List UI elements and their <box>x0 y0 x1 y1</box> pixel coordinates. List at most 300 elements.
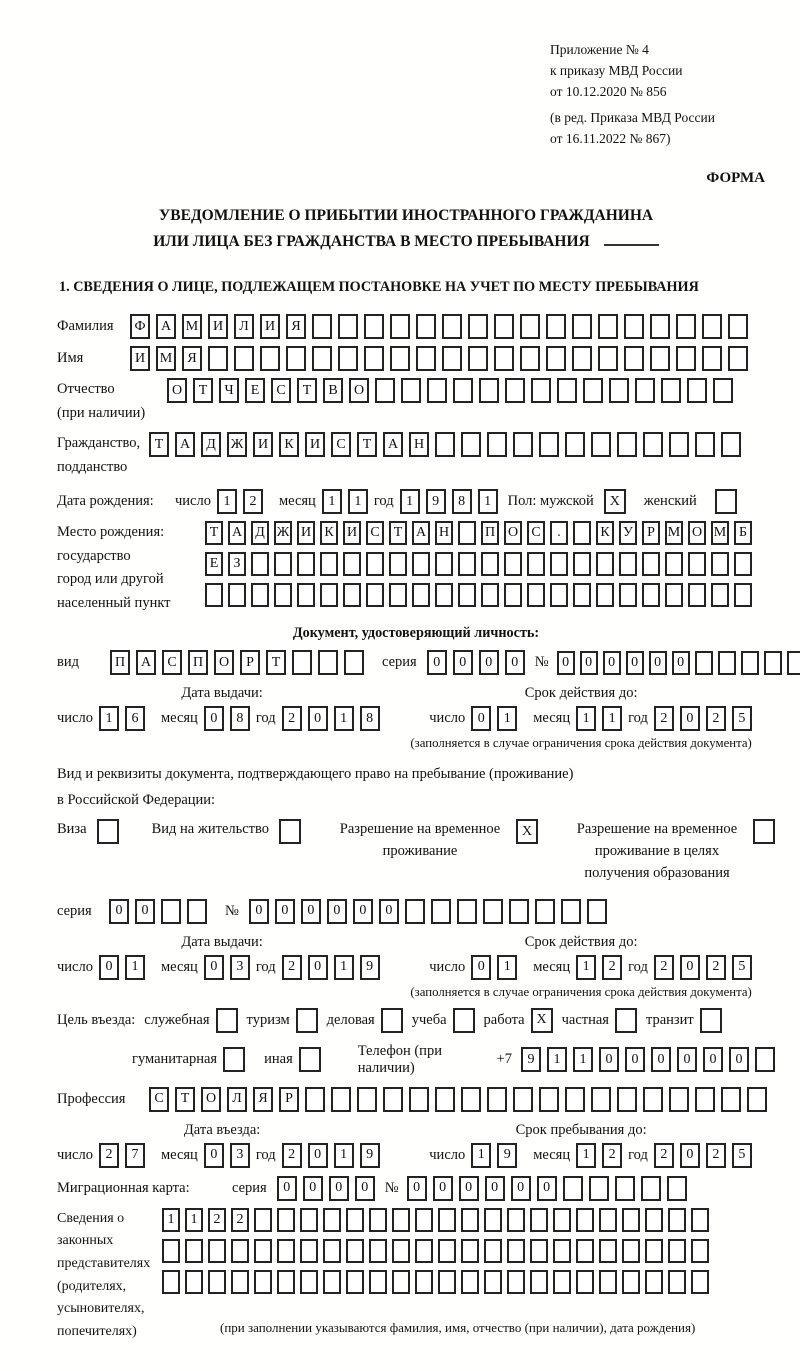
char-box[interactable]: 0 <box>471 706 491 731</box>
char-box[interactable] <box>277 1208 295 1232</box>
char-box[interactable]: 8 <box>230 706 250 731</box>
char-box[interactable]: 1 <box>576 955 596 980</box>
char-box[interactable] <box>645 1239 663 1263</box>
char-box[interactable] <box>208 1239 226 1263</box>
char-box[interactable]: 2 <box>654 955 674 980</box>
char-box[interactable]: 5 <box>732 706 752 731</box>
char-box[interactable]: 0 <box>626 651 644 675</box>
char-box[interactable] <box>416 314 436 339</box>
char-box[interactable] <box>539 1087 559 1112</box>
char-box[interactable]: С <box>271 378 291 403</box>
char-box[interactable]: И <box>343 521 361 545</box>
char-box[interactable]: 1 <box>471 1143 491 1168</box>
char-box[interactable] <box>369 1208 387 1232</box>
char-box[interactable] <box>599 1270 617 1294</box>
char-box[interactable] <box>507 1208 525 1232</box>
char-box[interactable]: И <box>297 521 315 545</box>
char-box[interactable]: 0 <box>677 1047 697 1072</box>
char-box[interactable] <box>412 552 430 576</box>
char-box[interactable] <box>619 583 637 607</box>
char-box[interactable] <box>161 899 181 924</box>
char-box[interactable]: 2 <box>282 706 302 731</box>
char-box[interactable] <box>589 1176 609 1201</box>
char-box[interactable] <box>530 1208 548 1232</box>
char-box[interactable] <box>764 651 782 675</box>
char-box[interactable]: С <box>331 432 351 457</box>
char-box[interactable] <box>366 583 384 607</box>
char-box[interactable] <box>458 583 476 607</box>
char-box[interactable] <box>346 1270 364 1294</box>
char-box[interactable]: 8 <box>452 489 472 514</box>
char-box[interactable] <box>458 552 476 576</box>
char-box[interactable]: . <box>550 521 568 545</box>
char-box[interactable]: П <box>481 521 499 545</box>
char-box[interactable] <box>484 1239 502 1263</box>
char-box[interactable] <box>573 521 591 545</box>
char-box[interactable]: С <box>527 521 545 545</box>
char-box[interactable] <box>576 1270 594 1294</box>
char-box[interactable]: Ж <box>274 521 292 545</box>
char-box[interactable] <box>323 1270 341 1294</box>
char-box[interactable]: Т <box>193 378 213 403</box>
char-box[interactable]: Я <box>253 1087 273 1112</box>
char-box[interactable] <box>484 1270 502 1294</box>
char-box[interactable] <box>531 378 551 403</box>
char-box[interactable]: К <box>279 432 299 457</box>
char-box[interactable] <box>260 346 280 371</box>
char-box[interactable] <box>369 1239 387 1263</box>
char-box[interactable]: С <box>366 521 384 545</box>
char-box[interactable]: 1 <box>162 1208 180 1232</box>
char-box[interactable]: О <box>504 521 522 545</box>
char-box[interactable]: 5 <box>732 1143 752 1168</box>
char-box[interactable] <box>688 583 706 607</box>
char-box[interactable] <box>312 346 332 371</box>
char-box[interactable]: 1 <box>547 1047 567 1072</box>
char-box[interactable] <box>645 1270 663 1294</box>
char-box[interactable]: С <box>162 650 182 675</box>
char-box[interactable]: И <box>305 432 325 457</box>
char-box[interactable] <box>364 314 384 339</box>
char-box[interactable] <box>615 1176 635 1201</box>
char-box[interactable] <box>734 552 752 576</box>
char-box[interactable]: Р <box>279 1087 299 1112</box>
char-box[interactable] <box>546 346 566 371</box>
char-box[interactable] <box>185 1270 203 1294</box>
char-box[interactable] <box>383 1087 403 1112</box>
char-box[interactable] <box>741 651 759 675</box>
char-box[interactable] <box>415 1239 433 1263</box>
char-box[interactable] <box>375 378 395 403</box>
char-box[interactable]: 3 <box>230 1143 250 1168</box>
char-box[interactable] <box>553 1208 571 1232</box>
char-box[interactable]: Т <box>205 521 223 545</box>
char-box[interactable] <box>438 1208 456 1232</box>
char-box[interactable]: 0 <box>303 1176 323 1201</box>
char-box[interactable]: 0 <box>329 1176 349 1201</box>
char-box[interactable]: 0 <box>327 899 347 924</box>
char-box[interactable]: 0 <box>427 650 447 675</box>
char-box[interactable]: Т <box>389 521 407 545</box>
char-box[interactable]: Ф <box>130 314 150 339</box>
char-box[interactable] <box>665 552 683 576</box>
char-box[interactable] <box>641 1176 661 1201</box>
char-box[interactable] <box>392 1208 410 1232</box>
char-box[interactable]: 1 <box>576 1143 596 1168</box>
char-box[interactable]: 0 <box>453 650 473 675</box>
char-box[interactable] <box>468 314 488 339</box>
char-box[interactable]: М <box>156 346 176 371</box>
char-box[interactable] <box>458 521 476 545</box>
char-box[interactable] <box>357 1087 377 1112</box>
char-box[interactable] <box>405 899 425 924</box>
char-box[interactable] <box>286 346 306 371</box>
char-box[interactable]: О <box>214 650 234 675</box>
char-box[interactable]: Т <box>266 650 286 675</box>
char-box[interactable] <box>461 1087 481 1112</box>
purpose-tourism-checkbox[interactable] <box>296 1008 318 1033</box>
char-box[interactable] <box>643 1087 663 1112</box>
char-box[interactable]: Т <box>149 432 169 457</box>
char-box[interactable]: 0 <box>204 1143 224 1168</box>
char-box[interactable] <box>573 552 591 576</box>
char-box[interactable]: 5 <box>732 955 752 980</box>
char-box[interactable]: 0 <box>249 899 269 924</box>
char-box[interactable]: 0 <box>308 955 328 980</box>
char-box[interactable] <box>494 346 514 371</box>
char-box[interactable]: Е <box>245 378 265 403</box>
char-box[interactable]: 0 <box>308 1143 328 1168</box>
char-box[interactable]: Л <box>227 1087 247 1112</box>
char-box[interactable] <box>338 346 358 371</box>
char-box[interactable] <box>565 1087 585 1112</box>
char-box[interactable] <box>728 346 748 371</box>
char-box[interactable] <box>346 1208 364 1232</box>
char-box[interactable] <box>599 1208 617 1232</box>
char-box[interactable]: 0 <box>471 955 491 980</box>
char-box[interactable] <box>205 583 223 607</box>
char-box[interactable] <box>505 378 525 403</box>
char-box[interactable] <box>274 552 292 576</box>
char-box[interactable] <box>747 1087 767 1112</box>
char-box[interactable]: 0 <box>459 1176 479 1201</box>
char-box[interactable] <box>622 1270 640 1294</box>
char-box[interactable] <box>254 1270 272 1294</box>
char-box[interactable] <box>661 378 681 403</box>
char-box[interactable] <box>481 552 499 576</box>
char-box[interactable]: М <box>665 521 683 545</box>
char-box[interactable] <box>650 346 670 371</box>
char-box[interactable]: 2 <box>654 1143 674 1168</box>
char-box[interactable]: О <box>688 521 706 545</box>
char-box[interactable] <box>718 651 736 675</box>
char-box[interactable]: У <box>619 521 637 545</box>
char-box[interactable] <box>787 651 800 675</box>
char-box[interactable] <box>320 552 338 576</box>
char-box[interactable] <box>553 1270 571 1294</box>
char-box[interactable]: 2 <box>282 955 302 980</box>
char-box[interactable]: 0 <box>672 651 690 675</box>
char-box[interactable] <box>297 552 315 576</box>
char-box[interactable]: Т <box>175 1087 195 1112</box>
char-box[interactable]: 2 <box>706 1143 726 1168</box>
char-box[interactable] <box>695 1087 715 1112</box>
char-box[interactable] <box>587 899 607 924</box>
char-box[interactable]: 0 <box>625 1047 645 1072</box>
char-box[interactable] <box>642 552 660 576</box>
char-box[interactable] <box>642 583 660 607</box>
char-box[interactable]: 0 <box>557 651 575 675</box>
char-box[interactable]: 0 <box>729 1047 749 1072</box>
char-box[interactable] <box>691 1270 709 1294</box>
char-box[interactable] <box>520 314 540 339</box>
char-box[interactable] <box>416 346 436 371</box>
char-box[interactable]: Я <box>182 346 202 371</box>
char-box[interactable] <box>691 1239 709 1263</box>
char-box[interactable]: В <box>323 378 343 403</box>
char-box[interactable]: М <box>182 314 202 339</box>
char-box[interactable] <box>557 378 577 403</box>
char-box[interactable] <box>676 314 696 339</box>
purpose-other-checkbox[interactable] <box>299 1047 321 1072</box>
char-box[interactable] <box>667 1176 687 1201</box>
char-box[interactable]: 0 <box>275 899 295 924</box>
char-box[interactable]: 2 <box>282 1143 302 1168</box>
purpose-business-checkbox[interactable] <box>381 1008 403 1033</box>
char-box[interactable] <box>546 314 566 339</box>
char-box[interactable]: 1 <box>334 1143 354 1168</box>
char-box[interactable]: 0 <box>680 955 700 980</box>
char-box[interactable] <box>251 552 269 576</box>
char-box[interactable] <box>162 1239 180 1263</box>
char-box[interactable]: 9 <box>497 1143 517 1168</box>
char-box[interactable] <box>369 1270 387 1294</box>
char-box[interactable] <box>479 378 499 403</box>
char-box[interactable] <box>711 552 729 576</box>
char-box[interactable] <box>624 314 644 339</box>
char-box[interactable] <box>530 1270 548 1294</box>
char-box[interactable] <box>591 1087 611 1112</box>
char-box[interactable] <box>468 346 488 371</box>
char-box[interactable] <box>254 1239 272 1263</box>
char-box[interactable]: 0 <box>703 1047 723 1072</box>
char-box[interactable]: 1 <box>322 489 342 514</box>
char-box[interactable]: 1 <box>576 706 596 731</box>
char-box[interactable] <box>550 583 568 607</box>
char-box[interactable]: 1 <box>400 489 420 514</box>
char-box[interactable] <box>668 1208 686 1232</box>
char-box[interactable] <box>438 1270 456 1294</box>
char-box[interactable]: 0 <box>99 955 119 980</box>
char-box[interactable] <box>645 1208 663 1232</box>
char-box[interactable] <box>187 899 207 924</box>
purpose-humanitarian-checkbox[interactable] <box>223 1047 245 1072</box>
char-box[interactable] <box>323 1208 341 1232</box>
char-box[interactable] <box>389 583 407 607</box>
char-box[interactable]: 0 <box>204 955 224 980</box>
char-box[interactable] <box>622 1208 640 1232</box>
char-box[interactable] <box>576 1208 594 1232</box>
char-box[interactable]: Н <box>409 432 429 457</box>
char-box[interactable]: 2 <box>706 706 726 731</box>
char-box[interactable] <box>453 378 473 403</box>
char-box[interactable]: Т <box>297 378 317 403</box>
char-box[interactable]: З <box>228 552 246 576</box>
char-box[interactable] <box>457 899 477 924</box>
char-box[interactable] <box>435 432 455 457</box>
char-box[interactable] <box>622 1239 640 1263</box>
char-box[interactable] <box>573 583 591 607</box>
char-box[interactable]: 1 <box>185 1208 203 1232</box>
char-box[interactable]: 0 <box>649 651 667 675</box>
char-box[interactable] <box>487 432 507 457</box>
char-box[interactable] <box>409 1087 429 1112</box>
char-box[interactable]: 2 <box>99 1143 119 1168</box>
char-box[interactable]: Ж <box>227 432 247 457</box>
char-box[interactable] <box>695 432 715 457</box>
char-box[interactable]: Р <box>240 650 260 675</box>
char-box[interactable] <box>687 378 707 403</box>
char-box[interactable]: 1 <box>125 955 145 980</box>
char-box[interactable]: 1 <box>497 955 517 980</box>
temp-residence-checkbox[interactable]: X <box>516 819 538 844</box>
char-box[interactable] <box>366 552 384 576</box>
char-box[interactable] <box>721 432 741 457</box>
purpose-transit-checkbox[interactable] <box>700 1008 722 1033</box>
char-box[interactable]: 7 <box>125 1143 145 1168</box>
char-box[interactable]: 0 <box>680 706 700 731</box>
char-box[interactable]: 2 <box>706 955 726 980</box>
char-box[interactable] <box>598 314 618 339</box>
char-box[interactable] <box>305 1087 325 1112</box>
char-box[interactable] <box>390 346 410 371</box>
char-box[interactable] <box>461 1270 479 1294</box>
char-box[interactable] <box>343 552 361 576</box>
char-box[interactable] <box>550 552 568 576</box>
char-box[interactable]: Т <box>357 432 377 457</box>
char-box[interactable] <box>251 583 269 607</box>
char-box[interactable] <box>318 650 338 675</box>
char-box[interactable]: 1 <box>334 955 354 980</box>
char-box[interactable] <box>591 432 611 457</box>
char-box[interactable]: 0 <box>355 1176 375 1201</box>
purpose-private-checkbox[interactable] <box>615 1008 637 1033</box>
char-box[interactable] <box>297 583 315 607</box>
char-box[interactable]: 8 <box>360 706 380 731</box>
char-box[interactable]: 3 <box>230 955 250 980</box>
char-box[interactable] <box>596 583 614 607</box>
char-box[interactable] <box>292 650 312 675</box>
char-box[interactable] <box>563 1176 583 1201</box>
char-box[interactable] <box>323 1239 341 1263</box>
char-box[interactable] <box>487 1087 507 1112</box>
char-box[interactable]: 2 <box>243 489 263 514</box>
char-box[interactable]: С <box>149 1087 169 1112</box>
char-box[interactable]: 0 <box>599 1047 619 1072</box>
char-box[interactable] <box>665 583 683 607</box>
char-box[interactable]: 1 <box>602 706 622 731</box>
char-box[interactable] <box>300 1239 318 1263</box>
char-box[interactable] <box>254 1208 272 1232</box>
char-box[interactable] <box>617 1087 637 1112</box>
visa-checkbox[interactable] <box>97 819 119 844</box>
char-box[interactable] <box>617 432 637 457</box>
char-box[interactable] <box>162 1270 180 1294</box>
char-box[interactable]: 0 <box>511 1176 531 1201</box>
char-box[interactable]: П <box>110 650 130 675</box>
char-box[interactable]: 0 <box>301 899 321 924</box>
char-box[interactable]: И <box>253 432 273 457</box>
char-box[interactable] <box>431 899 451 924</box>
char-box[interactable] <box>598 346 618 371</box>
char-box[interactable] <box>530 1239 548 1263</box>
char-box[interactable]: 0 <box>651 1047 671 1072</box>
purpose-work-checkbox[interactable]: X <box>531 1008 553 1033</box>
char-box[interactable] <box>344 650 364 675</box>
char-box[interactable]: О <box>349 378 369 403</box>
char-box[interactable]: А <box>136 650 156 675</box>
char-box[interactable] <box>668 1270 686 1294</box>
char-box[interactable]: М <box>711 521 729 545</box>
char-box[interactable] <box>364 346 384 371</box>
char-box[interactable]: Л <box>234 314 254 339</box>
char-box[interactable] <box>539 432 559 457</box>
char-box[interactable]: 0 <box>479 650 499 675</box>
char-box[interactable]: 0 <box>109 899 129 924</box>
char-box[interactable] <box>277 1270 295 1294</box>
char-box[interactable]: 2 <box>231 1208 249 1232</box>
char-box[interactable]: О <box>201 1087 221 1112</box>
char-box[interactable] <box>721 1087 741 1112</box>
char-box[interactable] <box>599 1239 617 1263</box>
char-box[interactable] <box>624 346 644 371</box>
char-box[interactable]: 9 <box>360 1143 380 1168</box>
char-box[interactable] <box>390 314 410 339</box>
char-box[interactable] <box>208 346 228 371</box>
char-box[interactable] <box>483 899 503 924</box>
char-box[interactable] <box>728 314 748 339</box>
char-box[interactable] <box>481 583 499 607</box>
char-box[interactable] <box>427 378 447 403</box>
char-box[interactable] <box>676 346 696 371</box>
char-box[interactable] <box>435 583 453 607</box>
char-box[interactable]: 1 <box>217 489 237 514</box>
char-box[interactable]: И <box>208 314 228 339</box>
char-box[interactable] <box>274 583 292 607</box>
char-box[interactable] <box>561 899 581 924</box>
char-box[interactable] <box>185 1239 203 1263</box>
char-box[interactable] <box>461 1208 479 1232</box>
char-box[interactable] <box>231 1270 249 1294</box>
char-box[interactable]: 6 <box>125 706 145 731</box>
char-box[interactable] <box>635 378 655 403</box>
char-box[interactable] <box>442 346 462 371</box>
char-box[interactable]: Д <box>201 432 221 457</box>
char-box[interactable]: Ч <box>219 378 239 403</box>
char-box[interactable]: 1 <box>478 489 498 514</box>
char-box[interactable] <box>734 583 752 607</box>
char-box[interactable] <box>208 1270 226 1294</box>
char-box[interactable]: 1 <box>497 706 517 731</box>
temp-residence-education-checkbox[interactable] <box>753 819 775 844</box>
char-box[interactable] <box>484 1208 502 1232</box>
char-box[interactable] <box>572 346 592 371</box>
char-box[interactable]: 9 <box>360 955 380 980</box>
char-box[interactable]: Н <box>435 521 453 545</box>
char-box[interactable] <box>442 314 462 339</box>
char-box[interactable]: А <box>228 521 246 545</box>
char-box[interactable] <box>504 583 522 607</box>
